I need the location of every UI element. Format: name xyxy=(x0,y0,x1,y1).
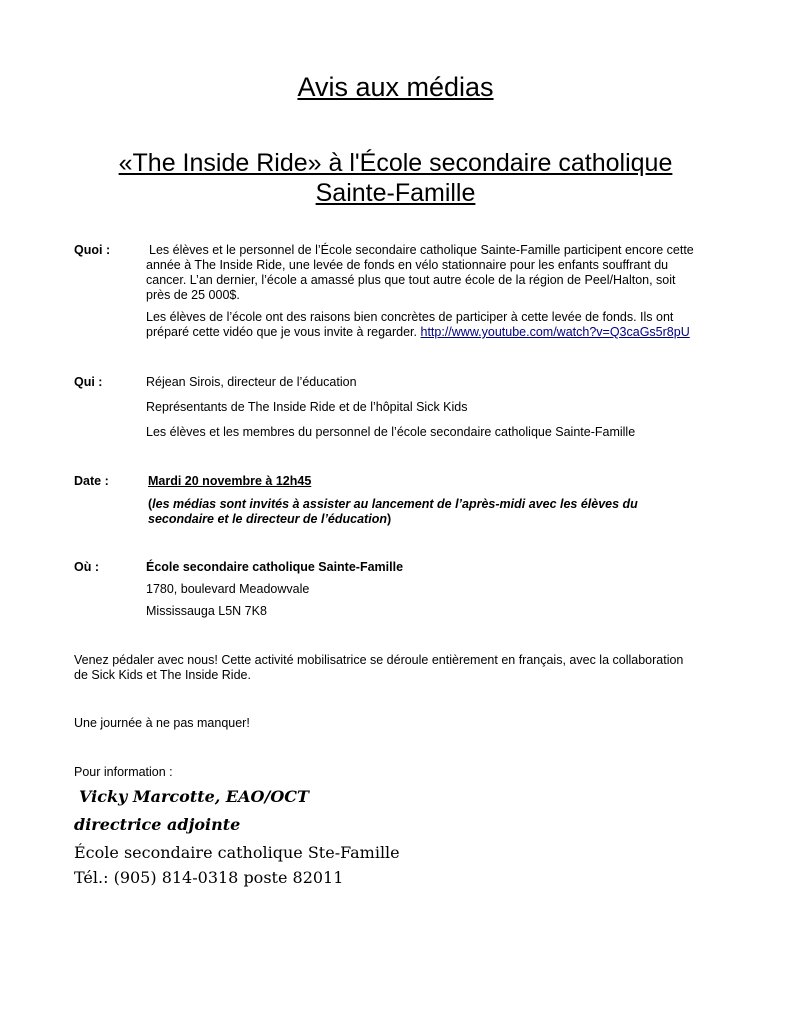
date-value: Mardi 20 novembre à 12h45 xyxy=(148,474,312,488)
quoi-para2-line2-text: préparé cette vidéo que je vous invite à regarder. xyxy=(146,325,418,339)
contact-role: directrice adjointe xyxy=(74,815,241,834)
quoi-para1-line2: année à The Inside Ride, une levée de fonds en vélo stationnaire pour les enfants souffrant du xyxy=(146,258,669,272)
quoi-para1-line3: cancer. L’an dernier, l’école a amassé plus que tout autre école de la région de Peel/Halton, soit xyxy=(146,273,676,287)
video-link[interactable]: http://www.youtube.com/watch?v=Q3caGs5r8pU xyxy=(420,325,690,339)
date-note-open: ( xyxy=(148,497,153,511)
contact-phone: Tél.: (905) 814-0318 poste 82011 xyxy=(74,868,344,887)
qui-line2: Représentants de The Inside Ride et de l’hôpital Sick Kids xyxy=(146,400,468,414)
ou-line3: Mississauga L5N 7K8 xyxy=(146,604,267,618)
subtitle-line-2: Sainte-Famille xyxy=(315,179,476,207)
contact-school: École secondaire catholique Ste-Famille xyxy=(74,843,400,862)
contact-name: Vicky Marcotte, EAO/OCT xyxy=(79,787,309,806)
info-label: Pour information : xyxy=(74,765,173,779)
qui-label: Qui : xyxy=(74,375,103,389)
quoi-para2-line1: Les élèves de l’école ont des raisons bien concrètes de participer à cette levée de fonds. Ils ont xyxy=(146,310,674,324)
closing-line1: Venez pédaler avec nous! Cette activité mobilisatrice se déroule entièrement en français, avec la collaboration xyxy=(74,653,684,667)
qui-section xyxy=(146,375,726,440)
closing-tagline: Une journée à ne pas manquer! xyxy=(74,716,250,730)
date-note-line1: les médias sont invités à assister au lancement de l’après-midi avec les élèves du xyxy=(152,497,638,511)
ou-line2: 1780, boulevard Meadowvale xyxy=(146,582,310,596)
quoi-section xyxy=(146,243,726,340)
page-subtitle xyxy=(90,148,701,208)
quoi-para1-line1: Les élèves et le personnel de l’École secondaire catholique Sainte-Famille participent encore cette xyxy=(149,243,694,257)
qui-line1: Réjean Sirois, directeur de l’éducation xyxy=(146,375,357,389)
ou-label: Où : xyxy=(74,560,99,574)
ou-section xyxy=(146,560,726,619)
date-note-close: ) xyxy=(386,512,392,526)
closing-line2: de Sick Kids et The Inside Ride. xyxy=(74,668,251,682)
ou-line1: École secondaire catholique Sainte-Famille xyxy=(146,560,404,574)
date-label: Date : xyxy=(74,474,109,488)
date-note-line2: secondaire et le directeur de l’éducation xyxy=(148,512,387,526)
quoi-para2-line2 xyxy=(146,325,726,340)
page-title: Avis aux médias xyxy=(297,72,494,102)
quoi-para1-line4: près de 25 000$. xyxy=(146,288,240,302)
closing-paragraph xyxy=(74,653,724,683)
quoi-label: Quoi : xyxy=(74,243,111,257)
date-note xyxy=(148,497,728,527)
date-section xyxy=(146,474,728,527)
qui-line3: Les élèves et les membres du personnel de l’école secondaire catholique Sainte-Famille xyxy=(146,425,636,439)
subtitle-line-1: «The Inside Ride» à l'École secondaire catholique xyxy=(118,149,673,177)
